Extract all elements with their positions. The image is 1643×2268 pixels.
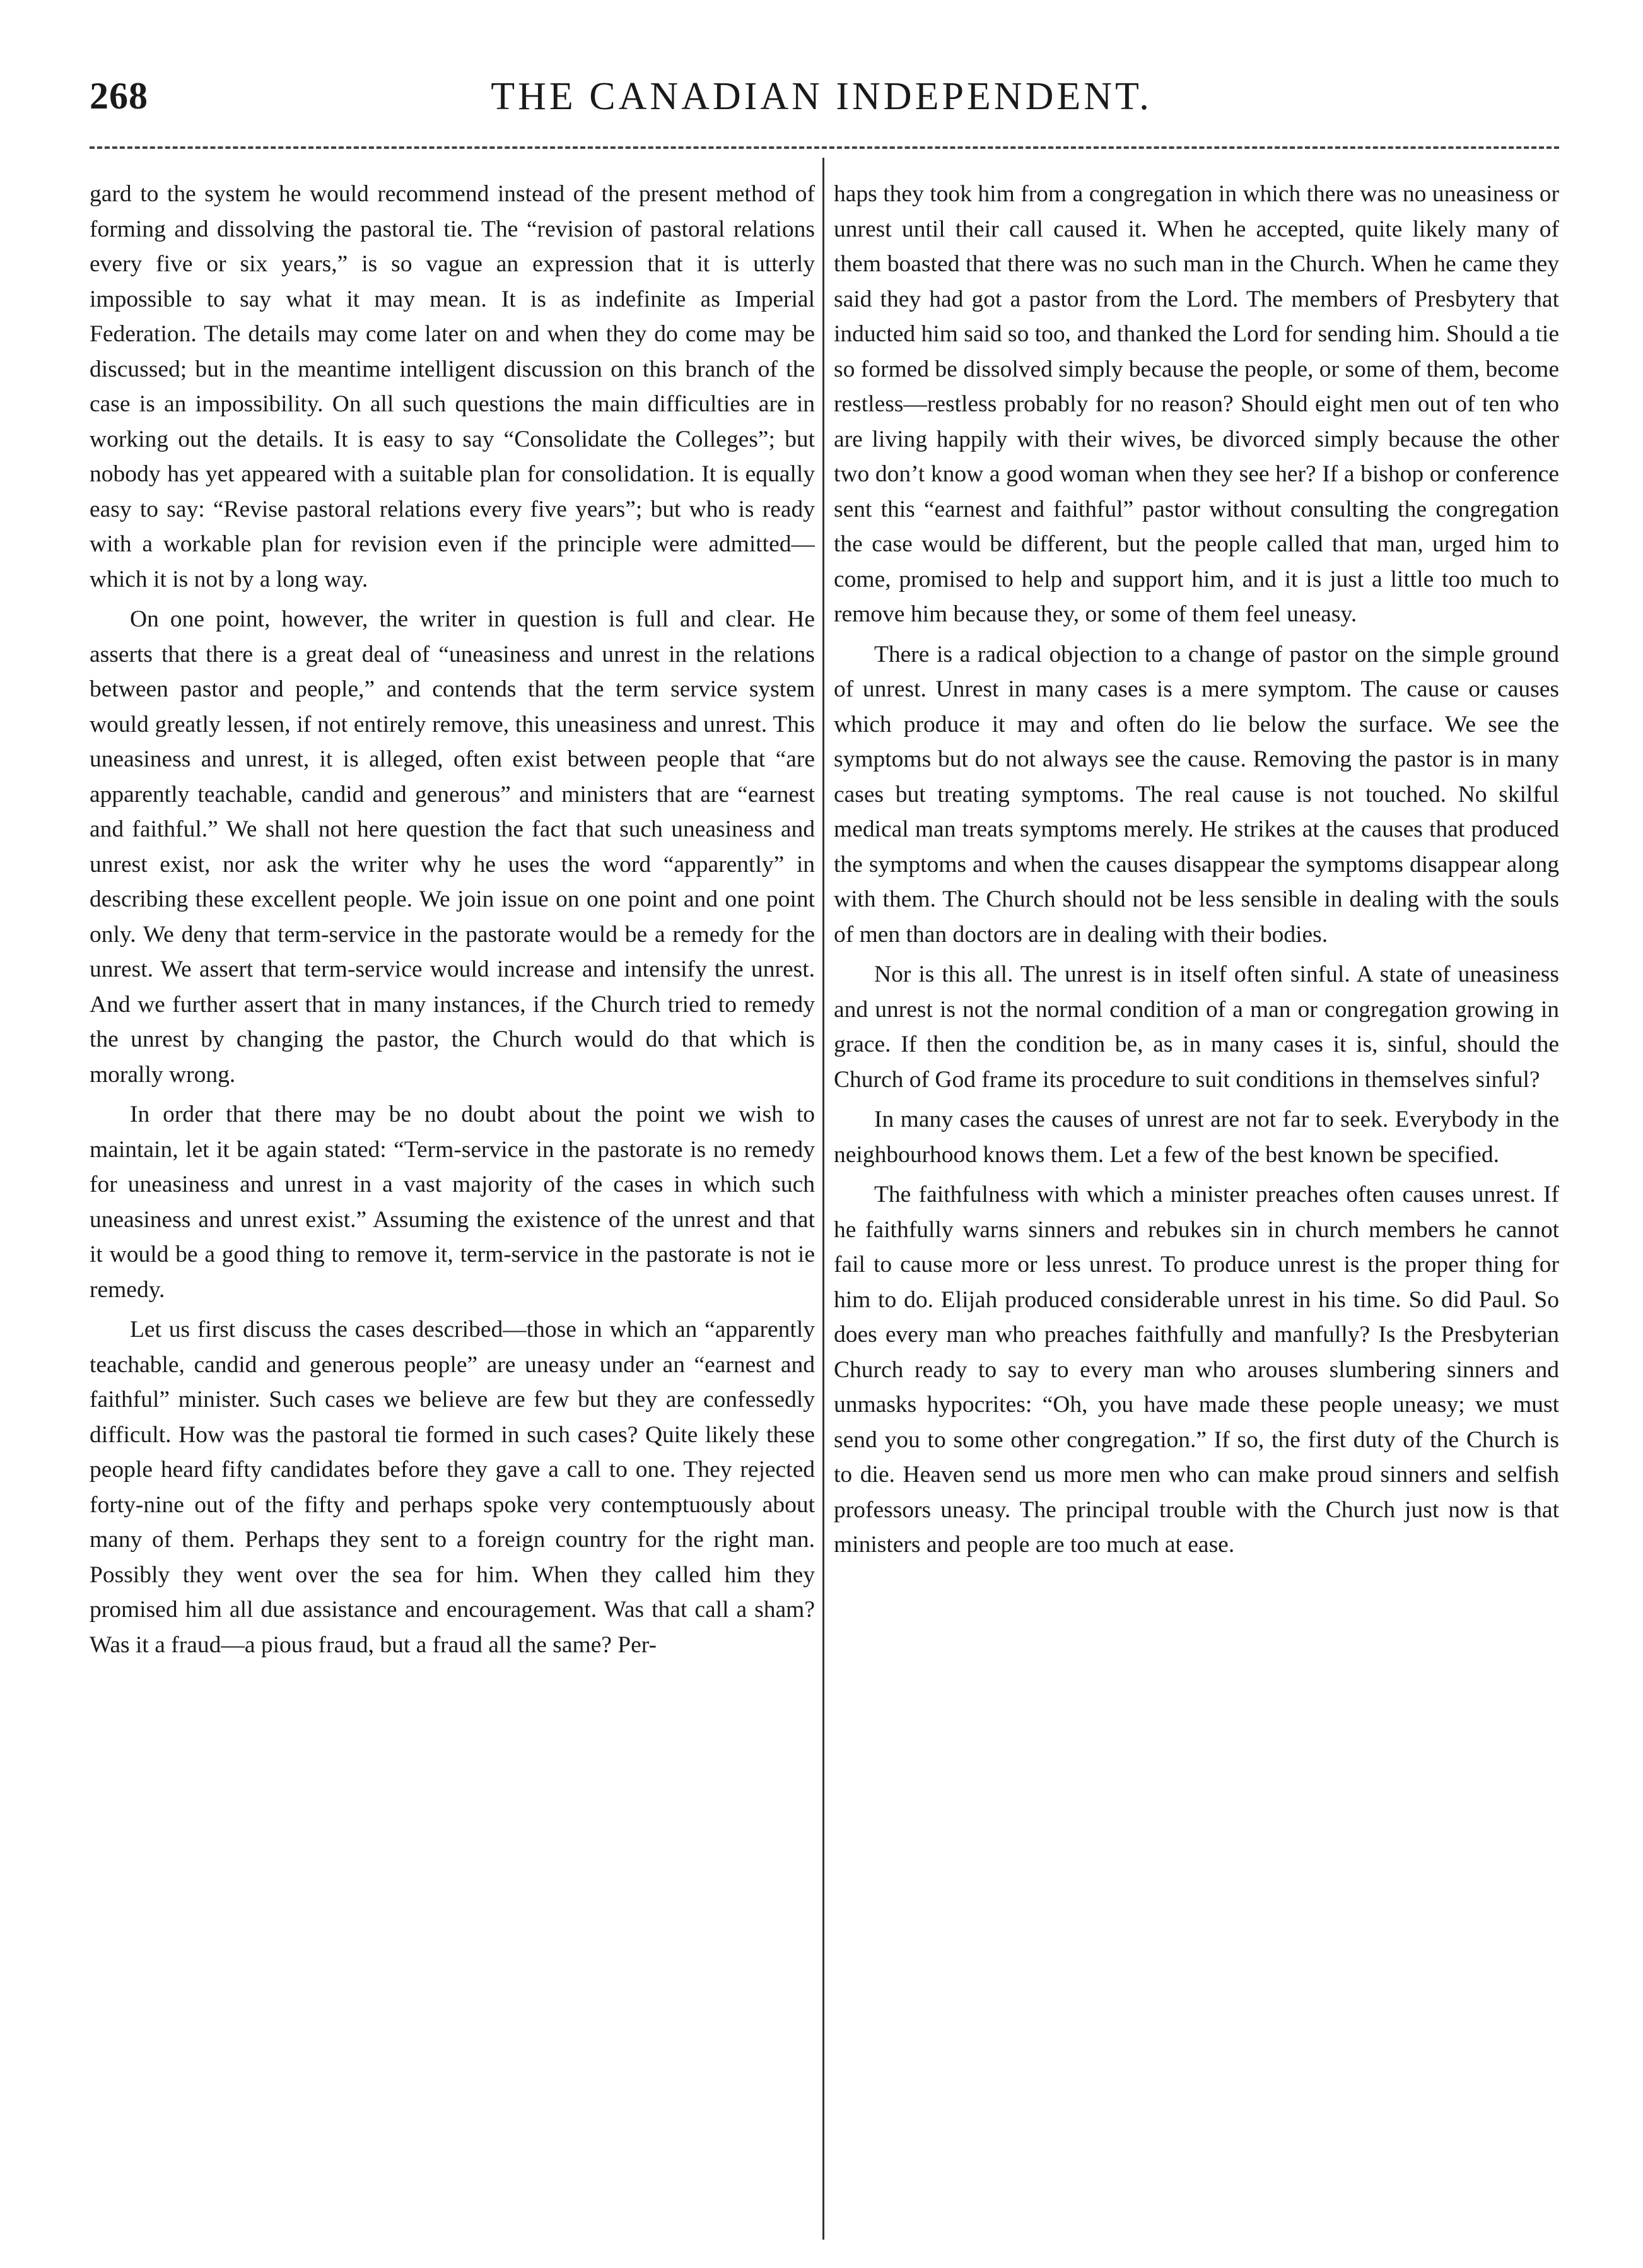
paragraph: gard to the system he would recommend instead of the present method of forming and dissolving the pastoral tie. The “revision of pastoral relations every five or six years,” is so vague an expression that it is utterly impossible to say what it may mean. It is as indefinite as Imperial Federation. The details may come later on and when they do come may be discussed; but in the meantime intelligent discussion on this branch of the case is an impossibility. On all such questions the main difficulties are in working out the details. It is easy to say “Consolidate the Colleges”; but nobody has yet appeared with a suitable plan for consolidation. It is equally easy to say: “Revise pastoral relations every five years”; but who is ready with a workable plan for revision even if the principle were admitted—which it is not by a long way.	[90, 181, 815, 592]
paragraph: In order that there may be no doubt about the point we wish to maintain, let it be again stated: “Term-service in the pastorate is no remedy for uneasiness and unrest in a vast majority of the cases in which such uneasiness and unrest exist.” Assuming the existence of the unrest and that it would be a good thing to remove it, term-service in the pastorate is not ie remedy.	[90, 1102, 815, 1303]
paragraph: In many cases the causes of unrest are not far to seek. Everybody in the neighbourhood knows them. Let a few of the best known be specified.	[834, 1107, 1559, 1168]
header-rule	[90, 146, 1559, 149]
right-column	[834, 177, 1559, 2259]
paragraph: Nor is this all. The unrest is in itself often sinful. A state of uneasiness and unrest is not the normal condition of a man or congregation growing in grace. If then the condition be, as in many cases it is, sinful, should the Church of God frame its procedure to suit conditions in themselves sinful?	[834, 961, 1559, 1093]
page-number: 268	[90, 75, 148, 117]
left-column	[90, 177, 815, 2259]
running-title: THE CANADIAN INDEPENDENT.	[491, 75, 1152, 118]
paragraph: The faithfulness with which a minister preaches often causes unrest. If he faithfully warns sinners and rebukes sin in church members he cannot fail to cause more or less unrest. To produce unrest is the proper thing for him to do. Elijah produced considerable unrest in his time. So did Paul. So does every man who preaches faithfully and manfully? Is the Presbyterian Church ready to say to every man who arouses slumbering sinners and unmasks hypocrites: “Oh, you have made these people uneasy; we must send you to some other congregation.” If so, the first duty of the Church is to die. Heaven send us more men who can make proud sinners and selfish professors uneasy. The principal trouble with the Church just now is that ministers and people are too much at ease.	[834, 1182, 1559, 1558]
paragraph: haps they took him from a congregation in which there was no uneasiness or unrest until their call caused it. When he accepted, quite likely many of them boasted that there was no such man in the Church. When he came they said they had got a pastor from the Lord. The members of Presbytery that inducted him said so too, and thanked the Lord for sending him. Should a tie so formed be dissolved simply because the people, or some of them, become restless—restless probably for no reason? Should eight men out of ten who are living happily with their wives, be divorced simply because the other two don’t know a good woman when they see her? If a bishop or conference sent this “earnest and faithful” pastor without consulting the congregation the case would be different, but the people called that man, urged him to come, promised to help and support him, and it is just a little too much to remove him because they, or some of them feel uneasy.	[834, 181, 1559, 627]
paragraph: On one point, however, the writer in question is full and clear. He asserts that there is a great deal of “uneasiness and unrest in the relations between pastor and people,” and contends that the term service system would greatly lessen, if not entirely remove, this uneasiness and unrest. This uneasiness and unrest, it is alleged, often exist between people that “are apparently teachable, candid and generous” and ministers that are “earnest and faithful.” We shall not here question the fact that such uneasiness and unrest exist, nor ask the writer why he uses the word “apparently” in describing these excellent people. We join issue on one point and one point only. We deny that term-service in the pastorate would be a remedy for the unrest. We assert that term-service would increase and intensify the unrest. And we further assert that in many instances, if the Church tried to remedy the unrest by changing the pastor, the Church would do that which is morally wrong.	[90, 606, 815, 1088]
column-divider	[822, 158, 824, 2240]
paragraph: There is a radical objection to a change of pastor on the simple ground of unrest. Unrest in many cases is a mere symptom. The cause or causes which produce it may and often do lie below the surface. We see the symptoms but do not always see the cause. Removing the pastor is in many cases but treating symptoms. The real cause is not touched. No skilful medical man treats symptoms merely. He strikes at the causes that produced the symptoms and when the causes disappear the symptoms disappear along with them. The Church should not be less sensible in dealing with the souls of men than doctors are in dealing with their bodies.	[834, 641, 1559, 948]
paragraph: Let us first discuss the cases described—those in which an “apparently teachable, candid and generous people” are uneasy under an “earnest and faithful” minister. Such cases we believe are few but they are confessedly difficult. How was the pastoral tie formed in such cases? Quite likely these people heard fifty candidates before they gave a call to one. They rejected forty-nine out of the fifty and perhaps spoke very contemptuously about many of them. Perhaps they sent to a foreign country for the right man. Possibly they went over the sea for him. When they called him they promised him all due assistance and encouragement. Was that call a sham? Was it a fraud—a pious fraud, but a fraud all the same? Per-	[90, 1317, 815, 1658]
